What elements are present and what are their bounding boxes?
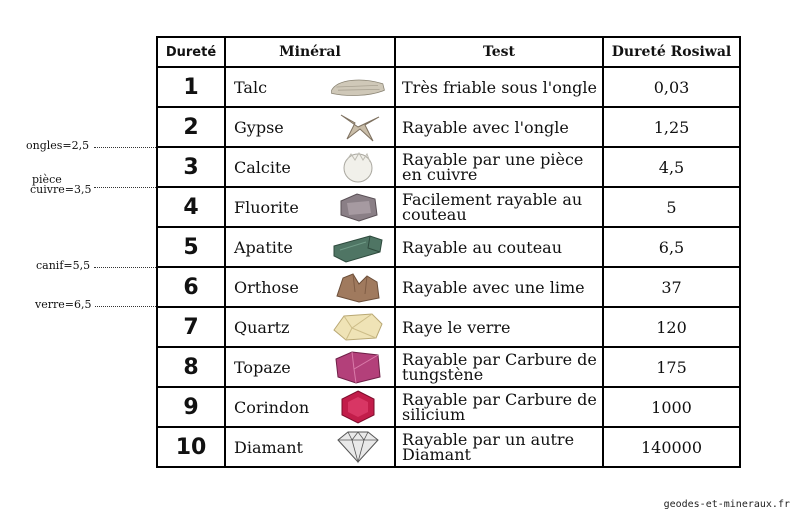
test-description: Très friable sous l'ongle [396, 68, 602, 106]
mineral-name: Gypse [234, 117, 284, 137]
marker-canif [36, 259, 90, 272]
test-description: Rayable par une pièce en cuivre [396, 148, 602, 186]
mineral-name: Topaze [234, 357, 291, 377]
mineral-name: Apatite [234, 237, 293, 257]
mineral-cell [226, 268, 394, 306]
talc-icon [330, 72, 386, 102]
rosiwal-value: 6,5 [604, 228, 739, 266]
marker-ongles-line [94, 147, 156, 148]
mineral-name: Talc [234, 77, 268, 97]
hardness-number: 9 [158, 388, 224, 426]
hardness-number: 2 [158, 108, 224, 146]
rosiwal-value: 4,5 [604, 148, 739, 186]
hardness-number: 1 [158, 68, 224, 106]
mineral-cell [226, 228, 394, 266]
mineral-cell [226, 108, 394, 146]
mineral-name: Fluorite [234, 197, 299, 217]
hardness-number: 5 [158, 228, 224, 266]
marker-ongles-label: ongles=2,5 [26, 139, 90, 152]
marker-canif-label: canif=5,5 [36, 259, 91, 272]
site-footer: geodes-et-mineraux.fr [663, 499, 790, 510]
marker-verre [35, 298, 91, 311]
test-description: Rayable avec une lime [396, 268, 602, 306]
mineral-cell [226, 388, 394, 426]
test-description: Rayable par un autre Diamant [396, 428, 602, 466]
marker-cuivre-label: cuivre=3,5 [30, 183, 92, 196]
marker-canif-line [94, 267, 156, 268]
mineral-name: Diamant [234, 437, 303, 457]
hardness-number: 7 [158, 308, 224, 346]
header-durete: Dureté [158, 38, 224, 66]
test-description: Raye le verre [396, 308, 602, 346]
rosiwal-value: 120 [604, 308, 739, 346]
quartz-icon [330, 312, 386, 342]
rosiwal-value: 5 [604, 188, 739, 226]
diamond-icon [330, 432, 386, 462]
apatite-icon [330, 232, 386, 262]
test-description: Rayable avec l'ongle [396, 108, 602, 146]
mineral-name: Calcite [234, 157, 291, 177]
test-description: Rayable au couteau [396, 228, 602, 266]
hardness-number: 6 [158, 268, 224, 306]
mineral-name: Quartz [234, 317, 290, 337]
rosiwal-value: 175 [604, 348, 739, 386]
mineral-cell [226, 308, 394, 346]
gypsum-icon [330, 112, 386, 142]
marker-ongles [26, 139, 89, 152]
marker-verre-label: verre=6,5 [35, 298, 92, 311]
marker-piece-cuivre [30, 175, 91, 195]
header-rosiwal: Dureté Rosiwal [604, 38, 739, 66]
hardness-number: 4 [158, 188, 224, 226]
hardness-number: 3 [158, 148, 224, 186]
test-description: Rayable par Carbure de tungstène [396, 348, 602, 386]
hardness-number: 10 [158, 428, 224, 466]
rosiwal-value: 1,25 [604, 108, 739, 146]
corundum-icon [330, 392, 386, 422]
mineral-name: Corindon [234, 397, 310, 417]
header-test: Test [396, 38, 602, 66]
mineral-name: Orthose [234, 277, 299, 297]
hardness-number: 8 [158, 348, 224, 386]
marker-piece-line [94, 187, 156, 188]
hardness-table [156, 36, 741, 468]
orthoclase-icon [330, 272, 386, 302]
test-description: Facilement rayable au couteau [396, 188, 602, 226]
calcite-icon [330, 152, 386, 182]
topaz-icon [330, 352, 386, 382]
rosiwal-value: 37 [604, 268, 739, 306]
mineral-cell [226, 148, 394, 186]
mineral-cell [226, 68, 394, 106]
rosiwal-value: 140000 [604, 428, 739, 466]
marker-piece-label: pièce [32, 173, 62, 186]
rosiwal-value: 0,03 [604, 68, 739, 106]
header-mineral: Minéral [226, 38, 394, 66]
mineral-cell [226, 188, 394, 226]
rosiwal-value: 1000 [604, 388, 739, 426]
test-description: Rayable par Carbure de silicium [396, 388, 602, 426]
mineral-cell [226, 428, 394, 466]
mineral-cell [226, 348, 394, 386]
fluorite-icon [330, 192, 386, 222]
marker-verre-line [95, 306, 156, 307]
